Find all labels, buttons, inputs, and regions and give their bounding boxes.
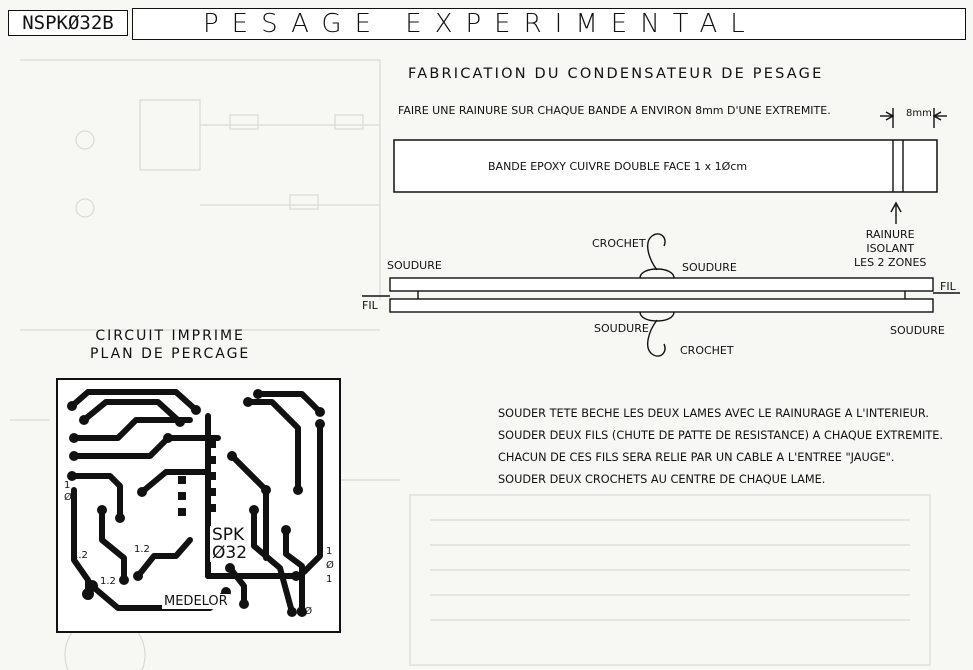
crochet-bottom-label: CROCHET [680, 344, 734, 357]
pcb-board [56, 378, 341, 633]
groove-note [854, 228, 926, 270]
fil-left-label: FIL [362, 299, 378, 312]
pin-label: 1 [64, 480, 71, 491]
soudure-center-bottom-label: SOUDURE [594, 322, 649, 335]
board-id-line: Ø32 [212, 543, 248, 563]
instruction-line: SOUDER DEUX CROCHETS AU CENTRE DE CHAQUE LAME. [498, 473, 826, 486]
groove-note-line: LES 2 ZONES [854, 256, 927, 269]
instruction-line: CHACUN DE CES FILS SERA RELIE PAR UN CABLE A L'ENTREE "JAUGE". [498, 451, 895, 464]
groove-arrow [891, 203, 901, 224]
assembly-instructions [498, 403, 943, 491]
soudure-center-top-label: SOUDURE [682, 261, 737, 274]
brand-label: MEDELOR [164, 594, 228, 609]
board-id-line: SPK [212, 525, 245, 545]
board-id [210, 526, 249, 562]
pcb-title-line: CIRCUIT IMPRIME [95, 328, 245, 344]
fabrication-title: FABRICATION DU CONDENSATEUR DE PESAGE [408, 66, 824, 82]
pin-label: Ø [64, 492, 72, 503]
document-code: NSPKØ32B [8, 10, 128, 36]
pin-label: 1.2 [134, 544, 150, 555]
groove-instruction: FAIRE UNE RAINURE SUR CHAQUE BANDE A ENVIRON 8mm D'UNE EXTREMITE. [398, 104, 831, 117]
pin-label: Ø [326, 560, 334, 571]
pin-label: 1ØØ [290, 606, 313, 617]
strip-label: BANDE EPOXY CUIVRE DOUBLE FACE 1 x 1Øcm [488, 160, 748, 173]
page-title: PESAGE EXPERIMENTAL [203, 9, 758, 39]
fil-right-label: FIL [940, 280, 956, 293]
dimension-arrows [880, 108, 947, 128]
dimension-label: 8mm [906, 108, 932, 119]
soudure-right-label: SOUDURE [890, 324, 945, 337]
pin-label: 1 [326, 546, 333, 557]
crochet-top-label: CROCHET [592, 237, 646, 250]
instruction-line: SOUDER TETE BECHE LES DEUX LAMES AVEC LE RAINURAGE A L'INTERIEUR. [498, 407, 929, 420]
pin-label: 1 [326, 574, 333, 585]
pcb-title-line: PLAN DE PERCAGE [90, 346, 251, 362]
pin-label: 1.2 [100, 576, 116, 587]
groove-note-line: RAINURE [865, 228, 915, 241]
pcb-title [90, 327, 250, 363]
instruction-line: SOUDER DEUX FILS (CHUTE DE PATTE DE RESISTANCE) A CHAQUE EXTREMITE. [498, 429, 944, 442]
groove-note-line: ISOLANT [866, 242, 915, 255]
soudure-left-label: SOUDURE [387, 259, 442, 272]
pin-label: 1.2 [72, 550, 88, 561]
